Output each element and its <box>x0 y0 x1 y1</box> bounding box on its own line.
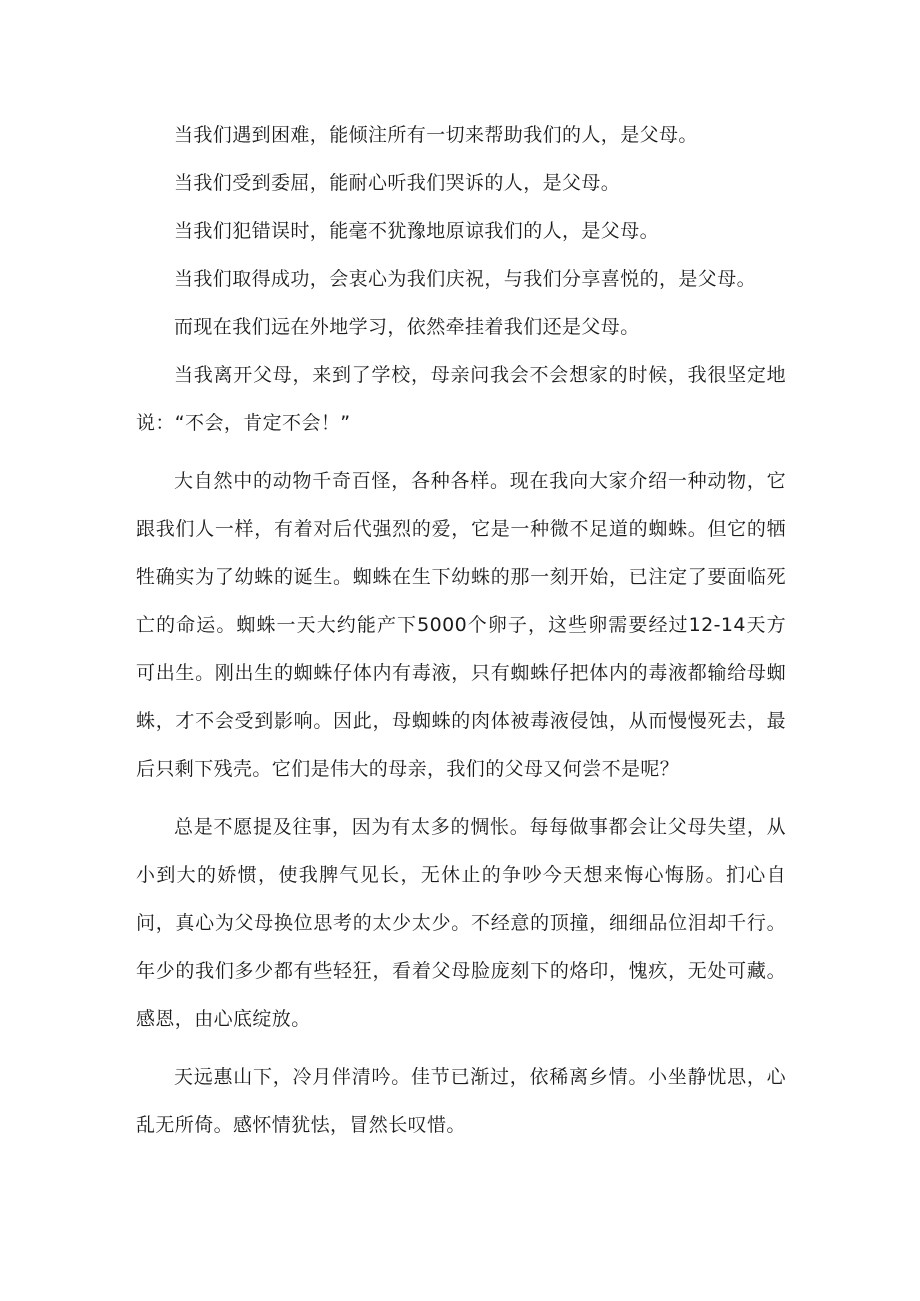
paragraph-8: 总是不愿提及往事，因为有太多的惆怅。每每做事都会让父母失望，从小到大的娇惯，使我脾气见长，无休止的争吵今天想来悔心悔肠。扪心自问，真心为父母换位思考的太少太少。不经意的顶撞，细细品位泪却千行。年少的我们多少都有些轻狂，看着父母脸庞刻下的烙印，愧疚，无处可藏。感恩，由心底绽放。 <box>136 816 786 1030</box>
document-body <box>136 111 786 1159</box>
paragraph-7: 大自然中的动物千奇百怪，各种各样。现在我向大家介绍一种动物，它跟我们人一样，有着对后代强烈的爱，它是一种微不足道的蜘蛛。但它的牺牲确实为了幼蛛的诞生。蜘蛛在生下幼蛛的那一刻开始，已注定了要面临死亡的命运。蜘蛛一天大约能产下5000个卵子，这些卵需要经过12-14天方可出生。刚出生的蜘蛛仔体内有毒液，只有蜘蛛仔把体内的毒液都输给母蜘蛛，才不会受到影响。因此，母蜘蛛的肉体被毒液侵蚀，从而慢慢死去，最后只剩下残壳。它们是伟大的母亲，我们的父母又何尝不是呢？ <box>136 470 786 780</box>
paragraph-5: 而现在我们远在外地学习，依然牵挂着我们还是父母。 <box>174 316 640 338</box>
paragraph-2: 当我们受到委屈，能耐心听我们哭诉的人，是父母。 <box>174 172 621 194</box>
paragraph-9: 天远惠山下，冷月伴清吟。佳节已渐过，依稀离乡情。小坐静忧思，心乱无所倚。感怀情犹怯，冒然长叹惜。 <box>136 1066 786 1136</box>
paragraph-4: 当我们取得成功，会衷心为我们庆祝，与我们分享喜悦的，是父母。 <box>174 268 757 290</box>
paragraph-3: 当我们犯错误时，能毫不犹豫地原谅我们的人，是父母。 <box>174 220 660 242</box>
paragraph-6: 当我离开父母，来到了学校，母亲问我会不会想家的时候，我很坚定地说：“不会，肯定不会！” <box>136 364 786 434</box>
paragraph-1: 当我们遇到困难，能倾注所有一切来帮助我们的人，是父母。 <box>174 124 698 146</box>
